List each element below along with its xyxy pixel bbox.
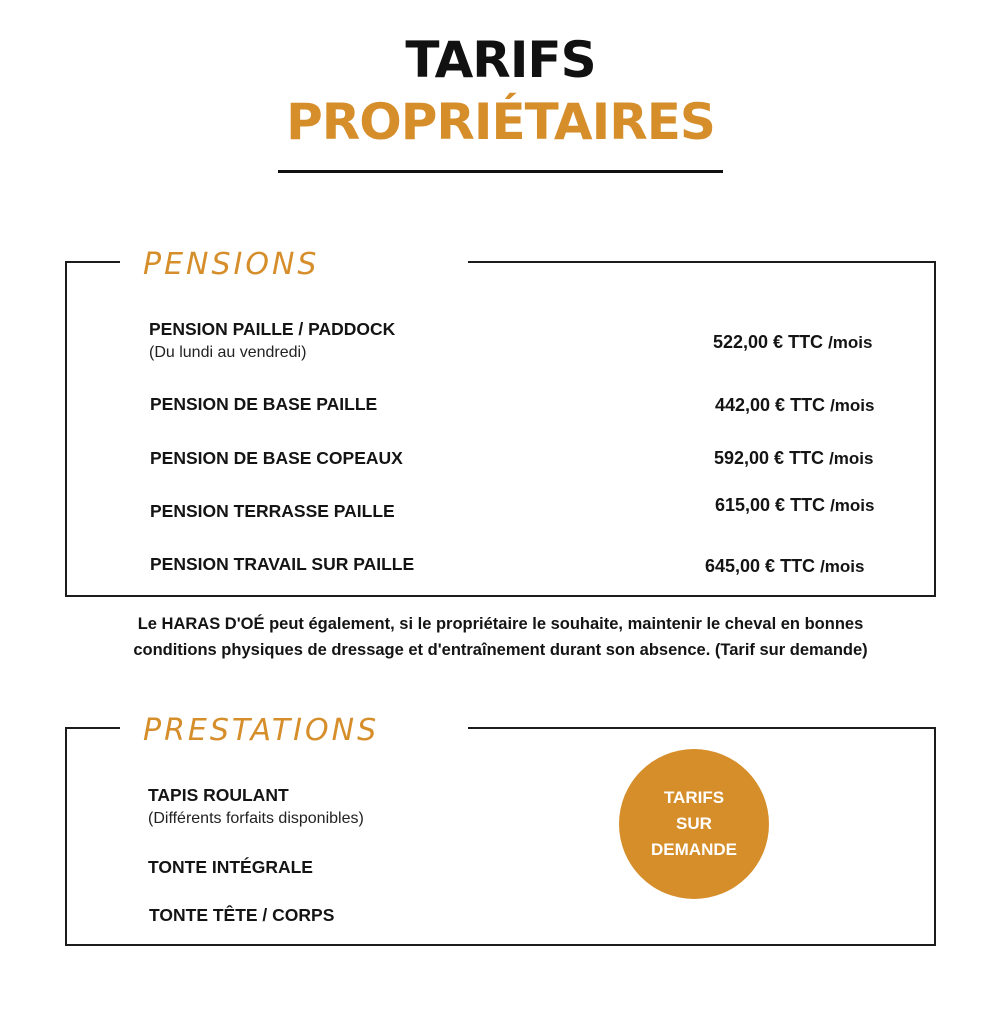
info-note-line: Le HARAS D'OÉ peut également, si le propriétaire le souhaite, maintenir le cheval en bonnes xyxy=(137,615,864,633)
pension-item-price xyxy=(715,494,874,517)
pension-item-label: PENSION TRAVAIL SUR PAILLE xyxy=(150,554,415,574)
pension-item-label: PENSION DE BASE PAILLE xyxy=(150,394,378,414)
badge-line: SUR xyxy=(676,814,712,833)
price-unit: /mois xyxy=(820,557,865,576)
price-value: 615,00 € TTC xyxy=(715,495,826,515)
pension-item-price xyxy=(705,555,864,578)
pensions-heading: PENSIONS xyxy=(143,247,320,282)
title-divider xyxy=(278,170,723,173)
pension-item-label: PENSION PAILLE / PADDOCK xyxy=(149,319,396,339)
pensions-box xyxy=(65,261,936,597)
info-note-line: conditions physiques de dressage et d'entraînement durant son absence. (Tarif sur demande) xyxy=(133,641,868,659)
prestations-heading: PRESTATIONS xyxy=(143,713,380,748)
prestation-item-label: TONTE INTÉGRALE xyxy=(148,857,313,877)
prestation-item-label: TAPIS ROULANT xyxy=(148,785,289,805)
pension-item-price xyxy=(714,447,873,470)
price-unit: /mois xyxy=(830,496,875,515)
pension-item-price xyxy=(715,394,874,417)
price-unit: /mois xyxy=(830,396,875,415)
price-value: 645,00 € TTC xyxy=(705,556,816,576)
price-unit: /mois xyxy=(828,333,873,352)
pricing-on-request-badge xyxy=(619,749,769,899)
page-subtitle: PROPRIÉTAIRES xyxy=(286,93,715,151)
pension-item-sub: (Du lundi au vendredi) xyxy=(149,344,307,361)
price-value: 592,00 € TTC xyxy=(714,448,825,468)
pension-item-label: PENSION DE BASE COPEAUX xyxy=(150,448,403,468)
price-value: 442,00 € TTC xyxy=(715,395,826,415)
badge-line: TARIFS xyxy=(663,788,725,807)
prestation-item-label: TONTE TÊTE / CORPS xyxy=(149,905,335,925)
pension-item-price xyxy=(713,331,872,354)
info-note xyxy=(60,611,941,663)
price-unit: /mois xyxy=(829,449,874,468)
page-title: TARIFS xyxy=(405,31,596,89)
pension-item-label: PENSION TERRASSE PAILLE xyxy=(150,501,395,521)
price-value: 522,00 € TTC xyxy=(713,332,824,352)
prestation-item-sub: (Différents forfaits disponibles) xyxy=(148,810,364,827)
badge-line: DEMANDE xyxy=(651,840,737,859)
